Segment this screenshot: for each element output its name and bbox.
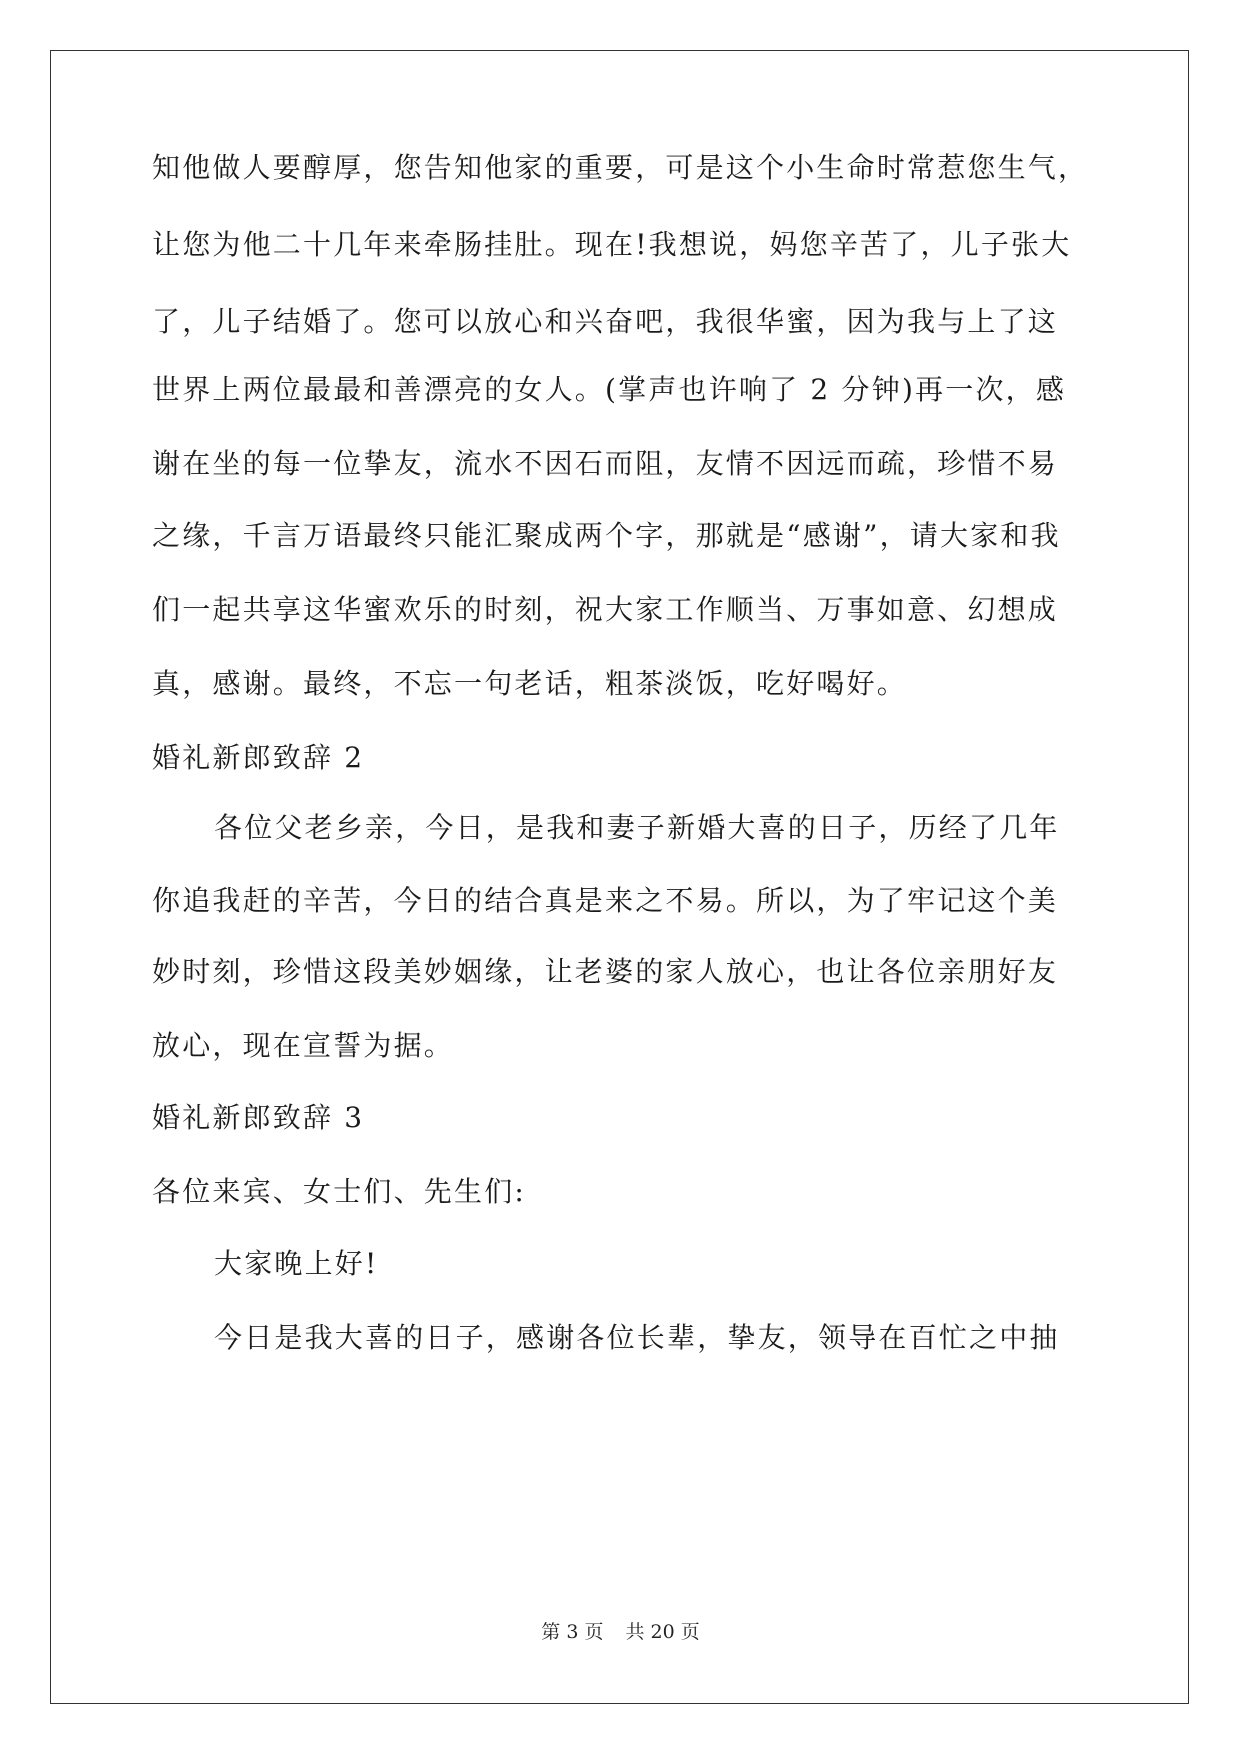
body-line: 世界上两位最最和善漂亮的女人。(掌声也许响了 2 分钟)再一次，感 xyxy=(152,373,1067,406)
body-line: 们一起共享这华蜜欢乐的时刻，祝大家工作顺当、万事如意、幻想成 xyxy=(152,593,1059,626)
page-frame xyxy=(50,50,1189,1704)
page-total: 共 20 页 xyxy=(625,1621,700,1643)
salutation: 各位来宾、女士们、先生们: xyxy=(152,1175,527,1208)
body-line: 了，儿子结婚了。您可以放心和兴奋吧，我很华蜜，因为我与上了这 xyxy=(152,305,1059,338)
body-line: 今日是我大喜的日子，感谢各位长辈，挚友，领导在百忙之中抽 xyxy=(214,1321,1060,1354)
body-line: 你追我赶的辛苦，今日的结合真是来之不易。所以，为了牢记这个美 xyxy=(152,884,1059,917)
body-line: 谢在坐的每一位挚友，流水不因石而阻，友情不因远而疏，珍惜不易 xyxy=(152,447,1059,480)
body-line: 放心，现在宣誓为据。 xyxy=(152,1029,455,1062)
body-line: 知他做人要醇厚，您告知他家的重要，可是这个小生命时常惹您生气， xyxy=(152,151,1089,184)
section-heading: 婚礼新郎致辞 2 xyxy=(152,741,365,774)
body-line: 各位父老乡亲，今日，是我和妻子新婚大喜的日子，历经了几年 xyxy=(214,811,1060,844)
page-footer xyxy=(0,1620,1241,1644)
page-number: 第 3 页 xyxy=(541,1621,604,1643)
section-heading: 婚礼新郎致辞 3 xyxy=(152,1101,365,1134)
body-line: 让您为他二十几年来牵肠挂肚。现在!我想说，妈您辛苦了，儿子张大 xyxy=(152,228,1072,261)
body-line: 妙时刻，珍惜这段美妙姻缘，让老婆的家人放心，也让各位亲朋好友 xyxy=(152,955,1059,988)
greeting: 大家晚上好! xyxy=(214,1247,379,1280)
body-line: 真，感谢。最终，不忘一句老话，粗茶淡饭，吃好喝好。 xyxy=(152,667,908,700)
body-line: 之缘，千言万语最终只能汇聚成两个字，那就是“感谢”，请大家和我 xyxy=(152,519,1061,552)
